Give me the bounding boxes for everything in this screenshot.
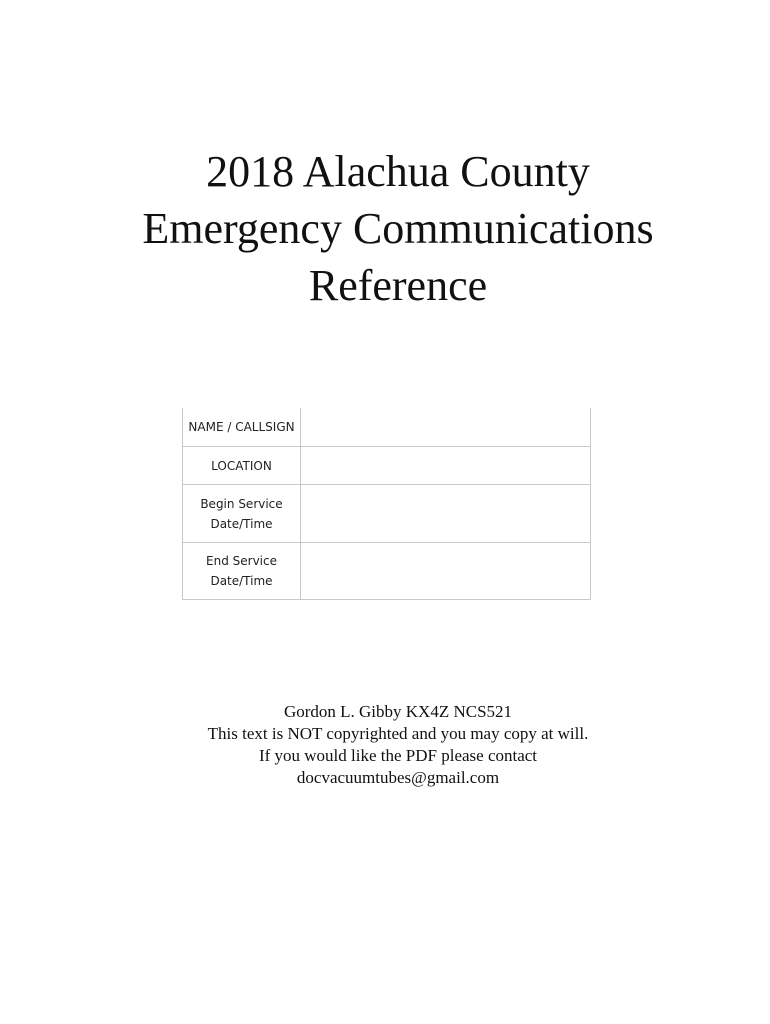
author-line: Gordon L. Gibby KX4Z NCS521 (283, 702, 513, 721)
title-line-1: 2018 Alachua County (206, 147, 590, 196)
end-service-field[interactable] (301, 543, 591, 600)
end-service-label-line-1: End Service (206, 554, 277, 568)
table-row-name-callsign (183, 408, 591, 447)
name-callsign-label (183, 408, 301, 447)
contact-email: docvacuumtubes@gmail.com (296, 768, 500, 787)
end-service-label-line-2: Date/Time (210, 574, 273, 588)
name-callsign-field[interactable] (301, 408, 591, 447)
table-row-location (183, 447, 591, 485)
end-service-label (183, 543, 301, 600)
location-field[interactable] (301, 447, 591, 485)
table-row-begin-service (183, 485, 591, 543)
begin-service-label-line-2: Date/Time (210, 516, 273, 531)
author-notice (0, 701, 770, 789)
copyright-notice-line: This text is NOT copyrighted and you may copy at will. (207, 724, 589, 743)
title-line-3: Reference (308, 261, 488, 310)
begin-service-field[interactable] (301, 485, 591, 543)
begin-service-label (183, 485, 301, 543)
document-title (0, 143, 770, 314)
table-row-end-service (183, 543, 591, 600)
begin-service-label-line-1: Begin Service (200, 496, 283, 511)
location-label-text: LOCATION (211, 458, 272, 473)
service-info-table (182, 408, 591, 600)
title-line-2: Emergency Communications (142, 204, 654, 253)
name-callsign-label-text: NAME / CALLSIGN (188, 420, 295, 434)
location-label (183, 447, 301, 485)
contact-request-line: If you would like the PDF please contact (258, 746, 538, 765)
